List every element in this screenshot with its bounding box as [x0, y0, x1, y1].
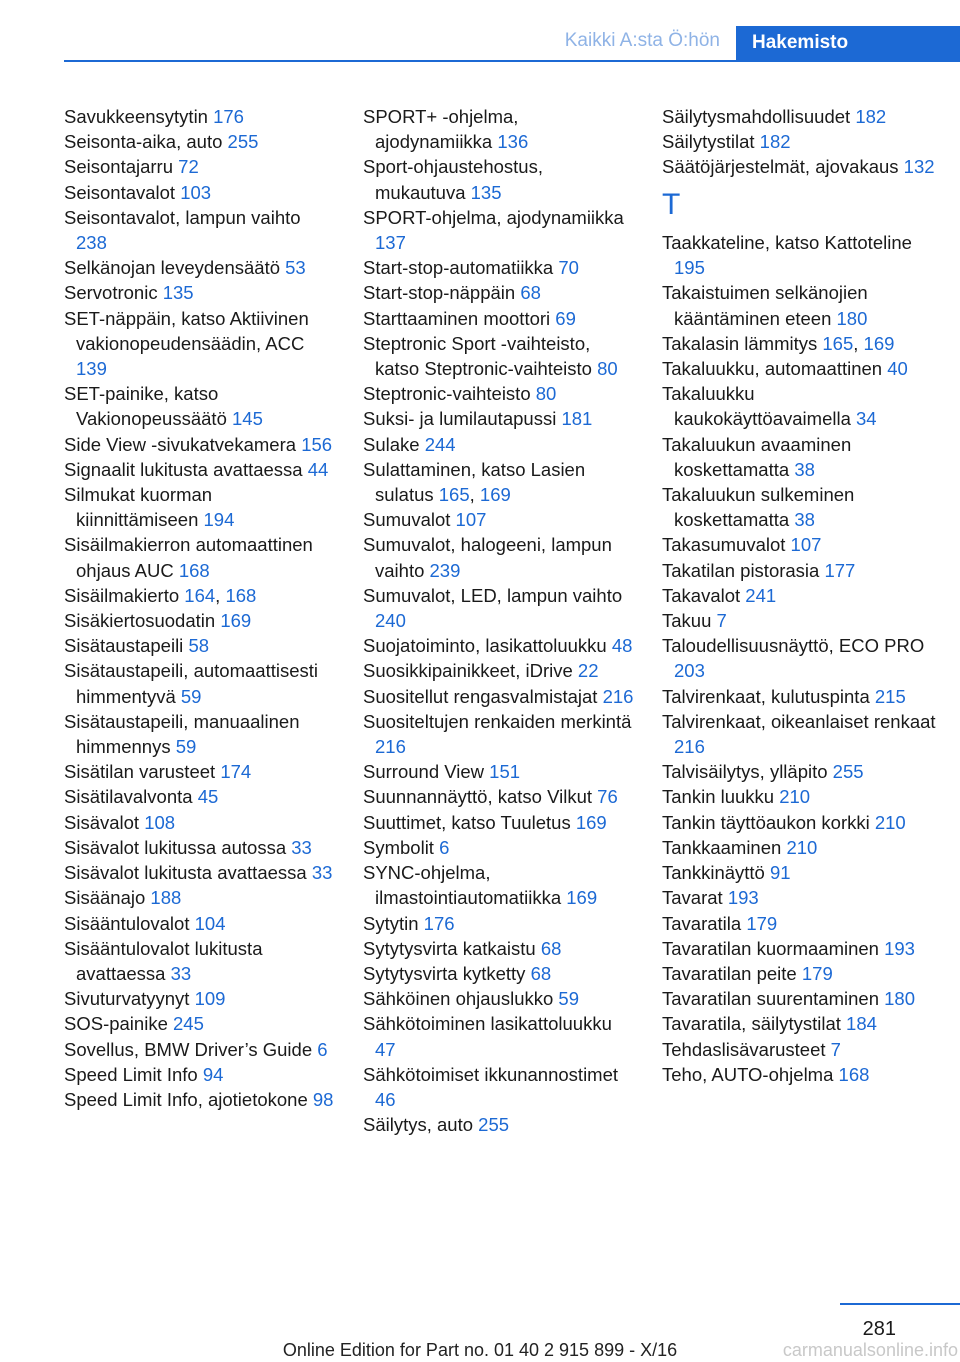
page-reference-link[interactable]: 216	[602, 685, 634, 707]
page-reference-link[interactable]: 33	[291, 836, 312, 858]
index-term: Start-stop-automatiikka	[363, 257, 559, 279]
index-entry	[64, 129, 336, 154]
index-entry	[64, 255, 336, 280]
index-entry	[64, 306, 336, 382]
index-term: Servotronic	[64, 282, 163, 304]
page-reference-link[interactable]: 135	[470, 181, 502, 203]
index-entry	[662, 1062, 936, 1087]
index-entry	[64, 205, 336, 255]
index-entry	[662, 860, 936, 885]
page-reference-link[interactable]: 132	[903, 156, 935, 178]
page-reference-link[interactable]: 34	[856, 408, 877, 430]
page-reference-link[interactable]: 169	[566, 887, 598, 909]
index-entry	[662, 129, 936, 154]
page-reference-link[interactable]: 193	[884, 937, 915, 959]
page-reference-link[interactable]: 104	[194, 912, 226, 934]
index-term: Talvirenkaat, kulutuspinta	[662, 685, 875, 707]
index-entry	[363, 104, 635, 154]
index-term: Säilytys, auto	[363, 1114, 479, 1136]
index-term: Suuttimet, katso Tuuletus	[363, 811, 576, 833]
page-reference-link[interactable]: 179	[746, 912, 778, 934]
index-term: Suosikkipainikkeet, iDrive	[363, 660, 578, 682]
page-reference-link[interactable]: 59	[558, 988, 579, 1010]
page-reference-link[interactable]: 194	[203, 509, 235, 531]
index-term: Tavarat	[662, 887, 728, 909]
edition-line: Online Edition for Part no. 01 40 2 915 899 - X/16	[282, 1340, 678, 1360]
page-reference-link[interactable]: 156	[301, 433, 333, 455]
index-entry	[363, 835, 635, 860]
index-term: Sisätaustapeili, manuaalinen himmennys	[64, 710, 300, 758]
index-term: Takavalot	[662, 584, 746, 606]
index-term: Seisontavalot	[64, 181, 181, 203]
index-term: SOS-painike	[64, 1013, 173, 1035]
page-reference-link[interactable]: 174	[220, 761, 252, 783]
index-term: Tavaratilan suurentaminen	[662, 988, 885, 1010]
page-reference-link[interactable]: 40	[887, 358, 908, 380]
index-entry	[363, 684, 635, 709]
page-reference-link[interactable]: 68	[530, 962, 552, 984]
index-entry	[64, 860, 336, 885]
index-term: Sisätaustapeili	[64, 635, 189, 657]
index-term: Sumuvalot	[363, 509, 456, 531]
index-entry	[662, 1011, 936, 1036]
page-reference-link[interactable]: 103	[180, 181, 212, 203]
index-entry	[363, 280, 635, 305]
index-entry	[662, 381, 936, 431]
index-entry	[363, 406, 635, 431]
index-term: SYNC-ohjelma, ilmastointiautomatiikka	[363, 862, 567, 909]
index-term: Symbolit	[363, 836, 440, 858]
index-entry	[363, 784, 635, 809]
index-term: Sisävalot	[64, 811, 145, 833]
page-reference-link[interactable]: 168	[838, 1063, 870, 1085]
page-reference-link[interactable]: 76	[597, 786, 618, 808]
index-entry	[363, 759, 635, 784]
page-reference-link[interactable]: 137	[375, 232, 406, 254]
page-reference-link[interactable]: 48	[611, 635, 633, 657]
index-term: Signaalit lukitusta avattaessa	[64, 458, 308, 480]
page-reference-link[interactable]: 109	[194, 988, 226, 1010]
page-reference-link[interactable]: 255	[478, 1114, 510, 1136]
page-reference-link[interactable]: 203	[674, 660, 705, 682]
index-entry	[662, 885, 936, 910]
breadcrumb[interactable]: Kaikki A:sta Ö:hön	[564, 30, 720, 51]
index-entry: Sisäilmakierto 164, 168	[64, 584, 257, 606]
index-entry	[363, 381, 635, 406]
index-term: Silmukat kuorman kiinnittämiseen	[64, 484, 213, 531]
index-term: Teho, AUTO-ohjelma	[662, 1063, 839, 1085]
page-reference-link[interactable]: 151	[489, 761, 521, 783]
index-term: SPORT+ -ohjelma, ajodynamiikka	[363, 106, 519, 153]
page-reference-link[interactable]: 72	[178, 156, 199, 178]
page-reference-link[interactable]: 107	[790, 534, 822, 556]
index-term: Sulake	[363, 433, 425, 455]
page-reference-link[interactable]: 7	[830, 1038, 841, 1060]
index-term: Sisääntulovalot	[64, 912, 195, 934]
index-entry: Takalasin lämmitys 165, 169	[662, 332, 895, 354]
index-entry	[64, 180, 336, 205]
page-reference-link[interactable]: 45	[197, 786, 219, 808]
index-column-3	[662, 104, 936, 1087]
page-reference-link[interactable]: 245	[173, 1013, 204, 1035]
page-reference-link[interactable]: 33	[311, 862, 333, 884]
index-term: Tavaratila, säilytystilat	[662, 1013, 847, 1035]
index-term: Tankin täyttöaukon korkki	[662, 811, 875, 833]
index-entry	[662, 911, 936, 936]
index-entry	[64, 432, 336, 457]
page-reference-link[interactable]: 91	[769, 862, 791, 884]
section-tab[interactable]: Hakemisto	[736, 26, 960, 62]
index-term: Suositeltujen renkaiden merkintä	[363, 710, 632, 732]
page-reference-link[interactable]: 176	[213, 106, 244, 127]
index-term: Sisätaustapeili, automaattisesti himmentyvä	[64, 660, 318, 707]
index-term: Taloudellisuusnäyttö, ECO PRO	[662, 635, 925, 657]
index-term: Seisontajarru	[64, 156, 179, 178]
index-term: Takaluukku kaukokäyttöavaimella	[662, 383, 857, 430]
page-reference-link[interactable]: 176	[423, 912, 455, 934]
index-term: Tavaratilan peite	[662, 962, 802, 984]
page-reference-link[interactable]: 182	[855, 106, 887, 127]
index-entry	[363, 331, 635, 381]
page-reference-link[interactable]: 165	[822, 332, 854, 354]
page-reference-link[interactable]: 139	[76, 358, 107, 380]
index-entry	[662, 356, 936, 381]
index-entry	[64, 709, 336, 759]
index-entry	[363, 432, 635, 457]
index-term: Start-stop-näppäin	[363, 282, 521, 304]
index-entry	[662, 104, 936, 129]
page-reference-link[interactable]: 182	[759, 131, 791, 153]
index-term: Säilytysmahdollisuudet	[662, 106, 856, 127]
index-entry	[662, 684, 936, 709]
index-entry	[64, 658, 336, 708]
page-reference-link[interactable]: 135	[162, 282, 194, 304]
index-entry	[662, 532, 936, 557]
index-entry	[64, 986, 336, 1011]
index-entry	[363, 205, 635, 255]
index-entry	[363, 507, 635, 532]
page-reference-link[interactable]: 238	[76, 232, 107, 254]
page-reference-link[interactable]: 98	[312, 1088, 334, 1110]
index-column-1	[64, 104, 336, 1112]
page-reference-link[interactable]: 59	[175, 736, 197, 758]
index-term: Savukkeensytytin	[64, 106, 214, 127]
index-entry	[64, 810, 336, 835]
index-entry	[363, 306, 635, 331]
index-entry	[662, 230, 936, 280]
index-term: Sähkötoimiset ikkunannostimet	[363, 1063, 619, 1085]
page-reference-link[interactable]: 181	[561, 408, 593, 430]
index-term: Sisävalot lukitussa autossa	[64, 836, 292, 858]
page-reference-link[interactable]: 22	[577, 660, 599, 682]
index-term: Taakkateline, katso Kattoteline	[662, 232, 912, 254]
index-term: Talvisäilytys, ylläpito	[662, 761, 833, 783]
index-entry	[662, 835, 936, 860]
index-entry	[64, 936, 336, 986]
index-term: Steptronic-vaihteisto	[363, 383, 536, 405]
page-reference-link[interactable]: 6	[439, 836, 450, 858]
index-entry	[64, 532, 336, 582]
page-reference-link[interactable]: 165	[438, 484, 470, 506]
page-reference-link[interactable]: 145	[232, 408, 263, 430]
index-entry	[662, 709, 936, 759]
index-entry	[662, 759, 936, 784]
index-term: Sähkötoiminen lasikattoluukku	[363, 1013, 612, 1035]
index-entry	[64, 835, 336, 860]
index-entry	[64, 911, 336, 936]
index-entry	[363, 154, 635, 204]
index-term: Sisäilmakierron automaattinen ohjaus AUC	[64, 534, 313, 581]
page-reference-link[interactable]: 240	[375, 610, 406, 632]
index-entry	[662, 784, 936, 809]
index-term: Säilytystilat	[662, 131, 760, 153]
index-entry	[363, 532, 635, 582]
index-entry	[64, 633, 336, 658]
index-term: Sumuvalot, halogeeni, lampun vaihto	[363, 534, 612, 581]
index-term: Sisäänajo	[64, 887, 151, 909]
index-entry	[64, 784, 336, 809]
index-term: Sisävalot lukitusta avattaessa	[64, 862, 312, 884]
index-entry	[363, 936, 635, 961]
page-reference-link[interactable]: 169	[479, 484, 511, 506]
index-entry	[64, 759, 336, 784]
index-entry	[64, 885, 336, 910]
index-entry	[363, 709, 635, 759]
page-reference-link[interactable]: 180	[836, 307, 868, 329]
index-term: Seisonta-aika, auto	[64, 131, 228, 153]
index-term: Tavaratilan kuormaaminen	[662, 937, 885, 959]
index-column-2	[363, 104, 635, 1137]
page-reference-link[interactable]: 255	[832, 761, 864, 783]
index-entry	[363, 658, 635, 683]
page-reference-link[interactable]: 164	[184, 584, 216, 606]
index-term: Tankkaaminen	[662, 836, 787, 858]
index-term: Säätöjärjestelmät, ajovakaus	[662, 156, 904, 178]
page-reference-link[interactable]: 58	[188, 635, 210, 657]
index-entry	[64, 457, 336, 482]
index-term: Tehdaslisävarusteet	[662, 1038, 831, 1060]
index-entry	[662, 1037, 936, 1062]
page-reference-link[interactable]: 244	[424, 433, 456, 455]
index-entry	[662, 936, 936, 961]
index-term: Sulattaminen, katso Lasien sulatus	[363, 458, 586, 506]
index-entry	[363, 810, 635, 835]
index-term: Sovellus, BMW Driver’s Guide	[64, 1038, 318, 1060]
index-term: Sumuvalot, LED, lampun vaihto	[363, 584, 623, 606]
page-reference-link[interactable]: 69	[555, 307, 576, 329]
index-entry	[363, 583, 635, 633]
index-term: SET-näppäin, katso Aktiivinen vakionopeudensäädin, ACC	[64, 307, 309, 354]
index-term: Takaluukun sulkeminen koskettamatta	[662, 484, 855, 531]
index-entry	[64, 1087, 336, 1112]
index-term: Takuu	[662, 610, 717, 632]
index-entry	[662, 810, 936, 835]
index-entry	[64, 1011, 336, 1036]
footer-rule	[840, 1303, 960, 1305]
index-term: Takalasin lämmitys	[662, 332, 823, 354]
page-reference-link[interactable]: 184	[846, 1013, 877, 1035]
page-reference-link[interactable]: 210	[786, 836, 818, 858]
index-term: Takasumuvalot	[662, 534, 791, 556]
index-term: Suksi- ja lumilautapussi	[363, 408, 562, 430]
page-reference-link[interactable]: 38	[794, 509, 815, 531]
index-entry	[363, 860, 635, 910]
page-reference-link[interactable]: 193	[727, 887, 759, 909]
page-reference-link[interactable]: 59	[180, 685, 202, 707]
index-entry	[662, 432, 936, 482]
index-entry	[363, 986, 635, 1011]
index-term: Sisäkiertosuodatin	[64, 610, 221, 632]
page-reference-link[interactable]: 179	[801, 962, 833, 984]
page-reference-link[interactable]: 169	[575, 811, 607, 833]
index-term: Tankkinäyttö	[662, 862, 770, 884]
page-reference-link[interactable]: 169	[220, 610, 252, 632]
page-reference-link[interactable]: 216	[674, 736, 705, 758]
index-term: Sivuturvatyynyt	[64, 988, 195, 1010]
index-term: Suunnannäyttö, katso Vilkut	[363, 786, 598, 808]
page-reference-link[interactable]: 241	[745, 584, 777, 606]
page-reference-link[interactable]: 107	[455, 509, 487, 531]
index-entry	[64, 482, 336, 532]
index-term: Steptronic Sport -vaihteisto, katso Steptronic-vaihteisto	[363, 332, 598, 380]
page-reference-link[interactable]: 6	[317, 1038, 328, 1060]
index-term: Sisätilavalvonta	[64, 786, 198, 808]
page-reference-link[interactable]: 70	[558, 257, 579, 279]
index-entry	[662, 961, 936, 986]
watermark: carmanualsonline.info	[782, 1340, 958, 1360]
index-entry	[363, 1011, 635, 1061]
page-reference-link[interactable]: 188	[150, 887, 182, 909]
page-reference-link[interactable]: 47	[375, 1038, 396, 1060]
page-reference-link[interactable]: 38	[794, 458, 815, 480]
index-term: Takaistuimen selkänojien kääntäminen eteen	[662, 282, 868, 329]
index-entry	[363, 961, 635, 986]
index-term: Sähköinen ohjauslukko	[363, 988, 559, 1010]
index-term: Speed Limit Info, ajotietokone	[64, 1088, 313, 1110]
index-entry	[662, 482, 936, 532]
index-entry	[64, 381, 336, 431]
index-term: Sisäilmakierto	[64, 584, 185, 606]
index-term: Sport-ohjaustehostus, mukautuva	[363, 156, 543, 203]
index-letter-heading: T	[662, 187, 681, 221]
page-reference-link[interactable]: 68	[520, 282, 541, 304]
page-reference-link[interactable]: 216	[375, 736, 406, 758]
page-reference-link[interactable]: 80	[597, 358, 618, 380]
index-term: Takaluukun avaaminen koskettamatta	[662, 433, 852, 480]
page-reference-link[interactable]: 7	[716, 610, 727, 632]
page-reference-link[interactable]: 136	[497, 131, 529, 153]
page-reference-link[interactable]: 68	[540, 937, 562, 959]
index-term: Side View -sivukatvekamera	[64, 433, 302, 455]
index-entry	[662, 583, 936, 608]
index-term: Sisääntulovalot lukitusta avattaessa	[64, 937, 263, 984]
index-entry: Sulattaminen, katso Lasien sulatus 165, 169	[363, 458, 586, 506]
index-term: Talvirenkaat, oikeanlaiset renkaat	[662, 710, 936, 732]
index-entry	[363, 1112, 635, 1137]
index-entry	[662, 986, 936, 1011]
index-term: Sytytysvirta katkaistu	[363, 937, 541, 959]
index-term: Selkänojan leveydensäätö	[64, 257, 286, 279]
index-entry	[64, 104, 336, 129]
index-entry	[64, 1062, 336, 1087]
page-reference-link[interactable]: 215	[874, 685, 906, 707]
index-entry	[363, 911, 635, 936]
index-term: Tavaratila	[662, 912, 747, 934]
index-entry	[363, 633, 635, 658]
page-reference-link[interactable]: 168	[178, 559, 210, 581]
index-term: Suojatoiminto, lasikattoluukku	[363, 635, 612, 657]
index-term: Starttaaminen moottori	[363, 307, 556, 329]
page-reference-link[interactable]: 108	[144, 811, 176, 833]
index-entry	[662, 633, 936, 683]
index-term: Takaluukku, automaattinen	[662, 358, 888, 380]
index-term: SPORT-ohjelma, ajodynamiikka	[363, 206, 624, 228]
header-rule	[64, 60, 960, 62]
index-term: SET-painike, katso Vakionopeussäätö	[64, 383, 232, 430]
index-entry	[662, 608, 936, 633]
index-entry	[64, 154, 336, 179]
index-entry	[64, 280, 336, 305]
index-term: Sytytysvirta kytketty	[363, 962, 531, 984]
page-reference-link[interactable]: 169	[863, 332, 895, 354]
index-entry	[662, 280, 936, 330]
page-header	[0, 26, 960, 62]
page-reference-link[interactable]: 94	[202, 1063, 224, 1085]
index-term: Sisätilan varusteet	[64, 761, 221, 783]
page-reference-link[interactable]: 180	[884, 988, 916, 1010]
index-entry	[662, 558, 936, 583]
index-term: Tankin luukku	[662, 786, 780, 808]
index-entry	[64, 608, 336, 633]
page-reference-link[interactable]: 255	[227, 131, 259, 153]
index-term: Surround View	[363, 761, 490, 783]
page-reference-link[interactable]: 53	[285, 257, 306, 279]
page-reference-link[interactable]: 80	[535, 383, 557, 405]
page-reference-link[interactable]: 239	[429, 559, 461, 581]
page-number: 281	[862, 1318, 896, 1340]
index-entry	[363, 255, 635, 280]
page-reference-link[interactable]: 44	[307, 458, 329, 480]
index-entry	[662, 154, 936, 179]
page-reference-link[interactable]: 177	[824, 559, 856, 581]
index-entry	[64, 1037, 336, 1062]
index-term: Suositellut rengasvalmistajat	[363, 685, 603, 707]
page-reference-link[interactable]: 46	[375, 1088, 396, 1110]
page-reference-link[interactable]: 168	[225, 584, 257, 606]
index-entry	[363, 1062, 635, 1112]
page-reference-link[interactable]: 210	[874, 811, 906, 833]
index-term: Speed Limit Info	[64, 1063, 203, 1085]
page-reference-link[interactable]: 210	[779, 786, 811, 808]
page-reference-link[interactable]: 33	[170, 962, 192, 984]
index-term: Sytytin	[363, 912, 424, 934]
index-term: Seisontavalot, lampun vaihto	[64, 206, 301, 228]
index-term: Takatilan pistorasia	[662, 559, 825, 581]
page-reference-link[interactable]: 195	[674, 257, 705, 279]
